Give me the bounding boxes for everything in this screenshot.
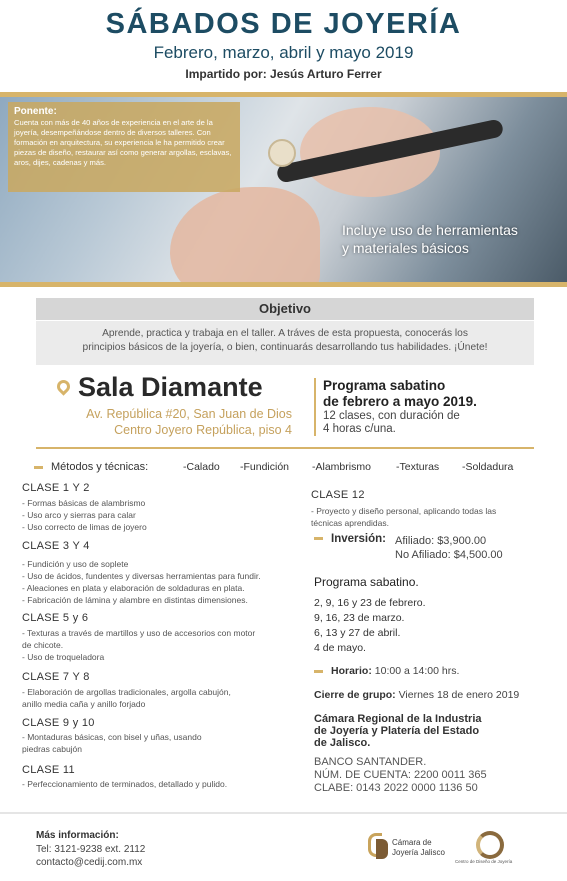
class-item: - Formas básicas de alambrismo [22,498,146,508]
instructor: Impartido por: Jesús Arturo Ferrer [185,67,382,81]
class-item: - Montaduras básicas, con bisel y uñas, usando [22,732,202,742]
class-item: - Fabricación de lámina y alambre en distintas dimensiones. [22,595,248,605]
includes-note [342,221,562,257]
class-title: CLASE 1 Y 2 [22,482,90,494]
closing-value: Viernes 18 de enero 2019 [398,689,520,701]
class-item: de chicote. [22,640,64,650]
objetivo-line: Aprende, practica y trabaja en el taller. A tráves de esta propuesta, conocerás los [102,328,468,339]
program-title-line: Programa sabatino [323,378,446,393]
class-items [22,731,312,755]
class-title: CLASE 3 Y 4 [22,540,90,552]
price-affiliate: Afiliado: $3,900.00 [395,535,487,547]
ponente-heading: Ponente: [14,106,57,117]
class-items [22,686,312,710]
bank-line: CLABE: 0143 2022 0000 1136 50 [314,782,478,794]
venue-name: Sala Diamante [78,372,263,402]
organization-name [314,713,544,749]
program-description [323,410,460,436]
logo-line: Joyería Jalisco [392,848,445,857]
contact-info [36,843,145,869]
event-dates: Febrero, marzo, abril y mayo 2019 [153,43,414,62]
organization-line: Cámara Regional de la Industria [314,713,482,725]
schedule-dates [314,596,426,656]
class-items [22,558,312,606]
program-title-line: de febrero a mayo 2019. [323,394,477,409]
investment-label-text: Inversión: [331,533,386,545]
hours-value: 10:00 a 14:00 hrs. [374,665,460,677]
vertical-divider [314,378,316,436]
class-item: - Uso de troqueladora [22,652,105,662]
class-title: CLASE 12 [311,489,365,501]
class-items [22,778,312,790]
class-item: piedras cabujón [22,744,83,754]
schedule-title: Programa sabatino. [314,575,419,589]
program-desc-line: 12 clases, con duración de [323,410,460,422]
bank-line: NÚM. DE CUENTA: 2200 0011 365 [314,769,487,781]
schedule-hours [314,665,459,677]
dash-icon [34,466,43,469]
includes-line: Incluye uso de herramientas [342,222,518,238]
class-item: anillo media caña y anillo forjado [22,699,146,709]
schedule-date: 6, 13 y 27 de abril. [314,627,401,639]
camara-joyeria-logo [368,833,394,861]
hours-label: Horario: [331,665,372,677]
centro-diseno-logo [476,831,504,859]
closing-label: Cierre de grupo: [314,689,396,701]
phone: Tel: 3121-9238 ext. 2112 [36,844,146,855]
dash-icon [314,670,323,673]
objetivo-heading: Objetivo [36,298,534,320]
group-closing [314,689,519,701]
class-item: - Aleaciones en plata y elaboración de soldaduras en plata. [22,583,245,593]
hand-shape [170,187,320,287]
class-item: - Uso correcto de limas de joyero [22,522,147,532]
venue-address [60,406,292,438]
methods-label [34,461,148,473]
horizontal-divider [36,447,534,449]
investment-label [314,533,386,545]
technique-item: -Soldadura [462,461,514,473]
class-item: - Elaboración de argollas tradicionales, argolla cabujón, [22,687,231,697]
technique-item: -Calado [183,461,220,473]
class-item: técnicas aprendidas. [311,518,389,528]
camara-logo-text [392,838,445,858]
centro-diseno-text: Centro de Diseño de Joyería [455,859,513,864]
schedule-date: 4 de mayo. [314,642,366,654]
logo-line: Cámara de [392,838,432,847]
more-info-label: Más información: [36,830,119,841]
event-title: SÁBADOS DE JOYERÍA [105,8,462,40]
class-title: CLASE 9 y 10 [22,717,95,729]
ponente-box [8,102,240,192]
class-title: CLASE 7 Y 8 [22,671,90,683]
class-items [311,505,541,529]
footer-divider [0,812,567,814]
address-line: Av. República #20, San Juan de Dios [86,407,292,421]
technique-item: -Fundición [240,461,290,473]
class-item: - Fundición y uso de soplete [22,559,129,569]
class-items [22,627,312,663]
technique-item: -Texturas [396,461,440,473]
bank-details [314,756,487,795]
program-title [323,378,477,410]
ponente-bio: Cuenta con más de 40 años de experiencia en el arte de la joyería, desempeñándose dentro de diversos talleres. Con formación en arquitectura, su experiencia le ha permitido crear piezas de diseño, restaurar así como generar argollas, esclavas, aros, dijes, cadenas y más. [14,118,232,167]
class-title: CLASE 11 [22,764,75,776]
address-line: Centro Joyero República, piso 4 [114,423,292,437]
organization-line: de Jalisco. [314,737,371,749]
class-item: - Perfeccionamiento de terminados, detallado y pulido. [22,779,228,789]
dash-icon [314,537,323,540]
class-title: CLASE 5 y 6 [22,612,89,624]
bank-line: BANCO SANTANDER. [314,756,427,768]
technique-item: -Alambrismo [312,461,371,473]
objetivo-line: principios básicos de la joyería, o bien, continuarás desarrollando tus habilidades. ¡Únete! [82,342,488,353]
organization-line: de Joyería y Platería del Estado [314,725,480,737]
email-link[interactable]: contacto@cedij.com.mx [36,857,143,868]
class-item: - Proyecto y diseño personal, aplicando todas las [311,506,497,516]
hero-banner [0,92,567,287]
program-desc-line: 4 horas c/una. [323,423,396,435]
class-item: - Texturas a través de martillos y uso de accesorios con motor [22,628,256,638]
class-items [22,497,312,533]
methods-label-text: Métodos y técnicas: [51,461,149,473]
includes-line: y materiales básicos [342,240,469,256]
objetivo-body [36,321,534,365]
class-item: - Uso arco y sierras para calar [22,510,136,520]
class-item: - Uso de ácidos, fundentes y diversas herramientas para fundir. [22,571,261,581]
location-pin-icon [54,377,72,395]
polishing-wheel [268,139,296,167]
schedule-date: 2, 9, 16 y 23 de febrero. [314,597,426,609]
price-non-affiliate: No Afiliado: $4,500.00 [395,549,503,561]
schedule-date: 9, 16, 23 de marzo. [314,612,405,624]
logo-shape [376,839,388,859]
